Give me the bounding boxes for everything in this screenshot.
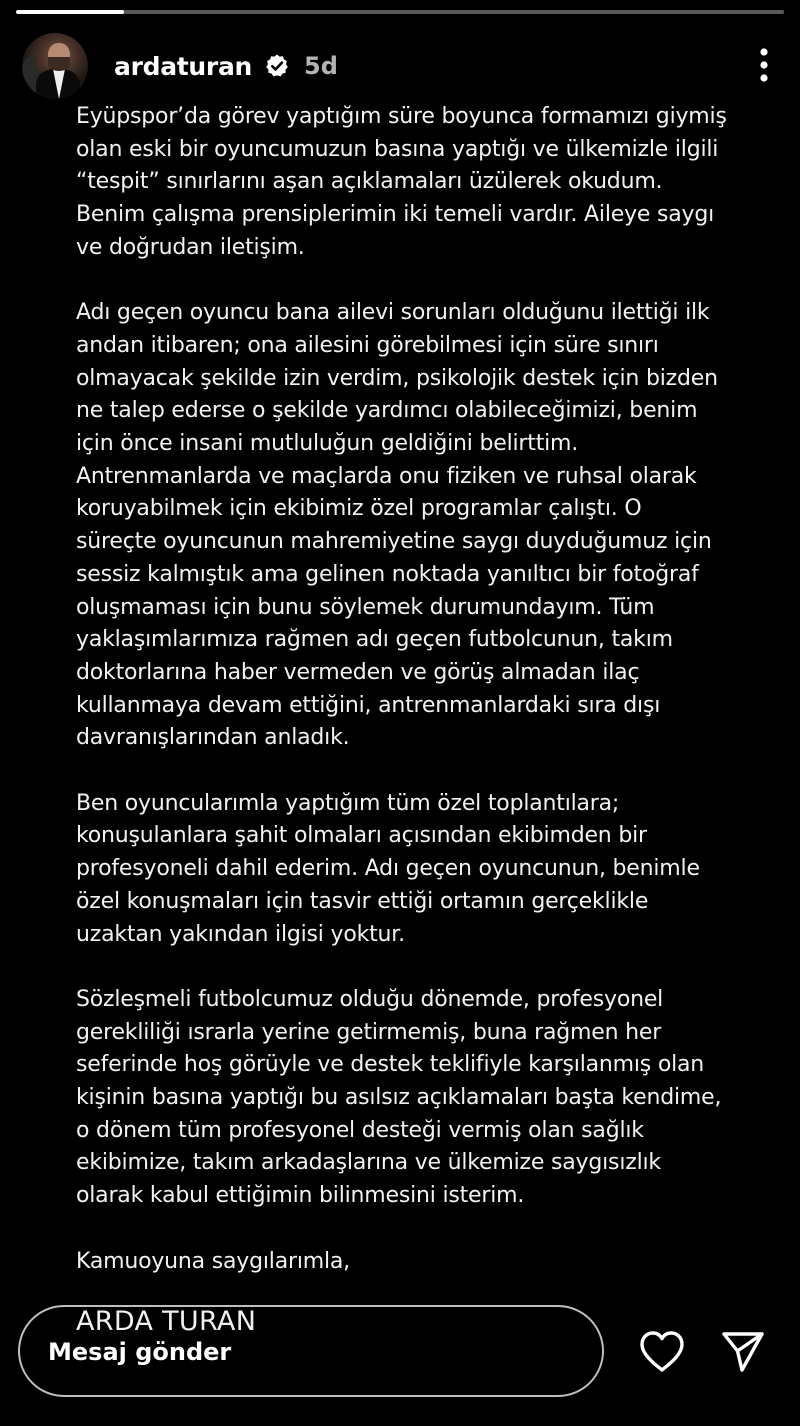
signature: ARDA TURAN (76, 1306, 257, 1337)
paragraph: Adı geçen oyuncu bana ailevi sorunları olduğunu ilettiği ilk andan itibaren; ona ailesini görebilmesi için süre sınırı olmayacak şekilde izin verdim, psikolojik destek için bizden ne talep ederse o şekilde yardımcı olabileceğimizi, benim için önce insani mutluluğun geldiğini belirttim. Antrenmanlarda ve maçlarda onu fiziken ve ruhsal olarak koruyabilmek için ekibimiz özel programlar çalıştı. O süreçte oyuncunun mahremiyetine saygı duyduğumuz için sessiz kalmıştık ama gelinen noktada yanıltıcı bir fotoğraf oluşmaması için bunu söylemek durumundayım. Tüm yaklaşımlarımıza rağmen adı geçen futbolcunun, takım doktorlarına haber vermeden ve görüş almadan ilaç kullanmaya devam ettiğini, antrenmanlardaki sıra dışı davranışlarından anladık. (76, 300, 718, 751)
paragraph: Sözleşmeli futbolcumuz olduğu dönemde, profesyonel gerekliliği ısrarla yerine getirmemiş, buna rağmen her seferinde hoş görüyle ve destek teklifiyle karşılanmış olan kişinin basına yaptığı bu asılsız açıklamaları başta kendime, o dönem tüm profesyonel desteği vermiş olan sağlık ekibimize, takım arkadaşlarına ve ülkemize saygısızlık olarak kabul ettiğimin bilinmesini isterim. (76, 986, 722, 1209)
paragraph: Ben oyuncularımla yaptığım tüm özel toplantılara; konuşulanlara şahit olmaları açısından ekibimden bir profesyoneli dahil ederim. Adı geçen oyuncunun, benimle özel konuşmaları için tasvir ettiği ortamın gerçeklikle uzaktan yakından ilgisi yoktur. (76, 790, 700, 947)
post-time: 5d (304, 52, 338, 80)
story-progress-bar (16, 10, 784, 14)
paragraph: Eyüpspor’da görev yaptığım süre boyunca formamızı giymiş olan eski bir oyuncumuzun basına yaptığı ve ülkemizle ilgili “tespit” sınırlarını aşan açıklamaları üzülerek okudum. Benim çalışma prensiplerimin iki temeli vardır. Aileye saygı ve doğrudan iletişim. (76, 104, 727, 260)
story-text (76, 101, 776, 1278)
story-header (22, 32, 780, 100)
more-vertical-icon[interactable] (758, 48, 770, 82)
send-icon[interactable] (718, 1328, 768, 1376)
heart-icon[interactable] (636, 1328, 688, 1376)
avatar[interactable] (22, 33, 88, 99)
paragraph: Kamuoyuna saygılarımla, (76, 1248, 350, 1274)
message-placeholder[interactable]: Mesaj gönder (48, 1338, 232, 1366)
story-progress-fill (16, 10, 124, 14)
username[interactable]: ardaturan (114, 51, 253, 81)
verified-badge-icon (264, 53, 290, 79)
